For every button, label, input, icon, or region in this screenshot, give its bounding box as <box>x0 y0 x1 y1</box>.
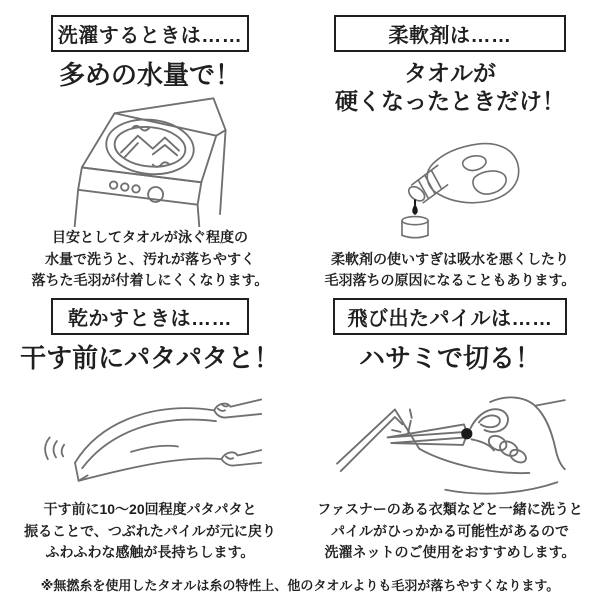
softener-bottle-illustration <box>360 115 540 248</box>
caption-drying-line3: ふわふわな感触が長持ちします。 <box>45 544 255 561</box>
footnote-row <box>0 575 600 595</box>
towel-flapping-illustration <box>24 374 276 499</box>
heading-box-softener <box>334 15 566 52</box>
subheading-pile-line1: ハサミで切る！ <box>358 343 541 373</box>
subheading-softener-line1: タオルが <box>404 60 496 86</box>
caption-washing-line1: 目安としてタオルが泳ぐ程度の <box>51 228 248 245</box>
subheading-pile <box>359 343 541 374</box>
scissors-cutting-illustration <box>324 374 576 499</box>
caption-pile-line1: ファスナーのある衣類などと一緒に洗うと <box>317 500 583 517</box>
washing-machine-line-art <box>59 91 241 227</box>
scissors-line-art <box>324 374 576 499</box>
caption-softener-line1: 柔軟剤の使いすぎは吸水を悪くしたり <box>330 250 569 267</box>
heading-box-pile <box>333 298 567 335</box>
subheading-washing-line1: 多めの水量で！ <box>58 60 241 90</box>
heading-box-drying <box>51 298 249 335</box>
subheading-softener <box>335 60 565 115</box>
subheading-drying <box>20 343 280 374</box>
subheading-drying-line1: 干す前にパタパタと！ <box>20 343 280 373</box>
subheading-softener-line2: 硬くなったときだけ！ <box>335 87 565 114</box>
heading-pile: 飛び出たパイルは…… <box>347 308 553 330</box>
caption-pile-line2: パイルがひっかかる可能性があるので <box>330 522 569 539</box>
panel-pile <box>300 298 600 570</box>
caption-softener <box>325 249 576 292</box>
heading-box-washing <box>51 15 249 52</box>
heading-drying: 乾かすときは…… <box>68 308 232 330</box>
caption-washing <box>32 227 269 292</box>
heading-washing: 洗濯するときは…… <box>57 25 243 47</box>
caption-drying-line2: 振ることで、つぶれたパイルが元に戻り <box>24 522 276 539</box>
caption-pile-line3: 洗濯ネットのご使用をおすすめします。 <box>324 544 576 561</box>
caption-drying-line1: 干す前に10〜20回程度パタパタと <box>43 500 257 517</box>
softener-bottle-line-art <box>360 123 540 241</box>
caption-washing-line2: 水量で洗うと、汚れが落ちやすく <box>44 250 255 267</box>
footnote: ※無撚糸を使用したタオルは糸の特性上、他のタオルよりも毛羽が落ちやすくなります。 <box>40 578 560 593</box>
caption-softener-line2: 毛羽落ちの原因になることもあります。 <box>324 272 576 289</box>
panel-washing <box>0 15 300 298</box>
subheading-washing <box>59 60 241 91</box>
caption-pile <box>317 499 582 564</box>
washing-machine-illustration <box>59 91 241 227</box>
caption-washing-line3: 落ちた毛羽が付着しにくくなります。 <box>31 272 269 289</box>
panel-softener <box>300 15 600 298</box>
panel-drying <box>0 298 300 570</box>
panels-grid <box>0 15 600 570</box>
caption-drying <box>24 499 276 564</box>
heading-softener: 柔軟剤は…… <box>388 25 512 47</box>
towel-flapping-line-art <box>24 376 276 498</box>
